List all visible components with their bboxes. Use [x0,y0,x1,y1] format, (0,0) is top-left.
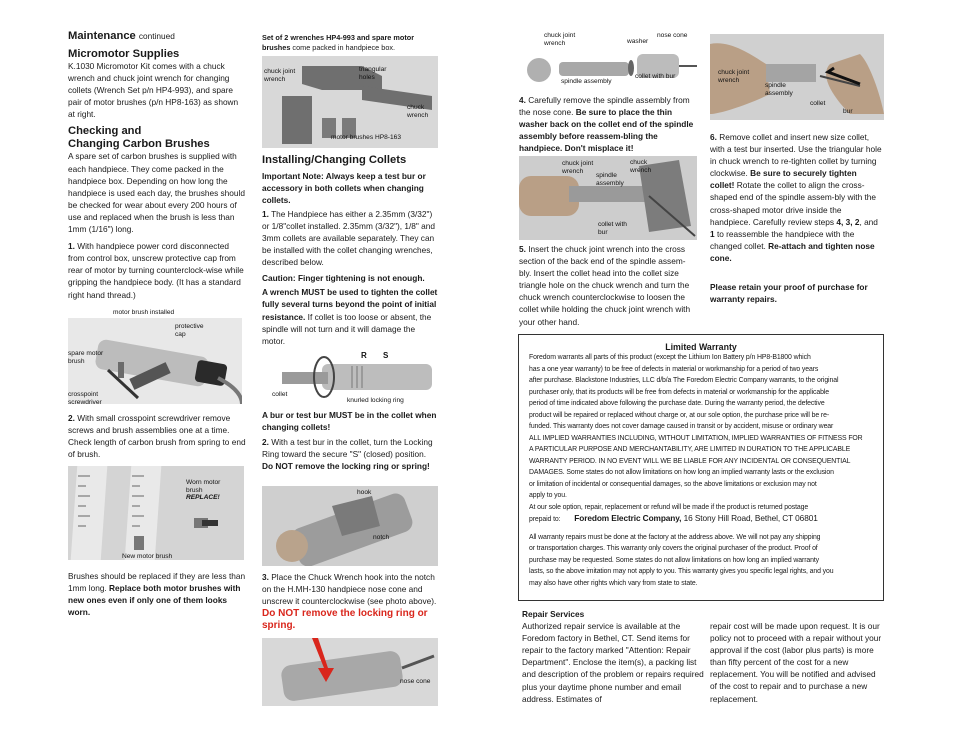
col4-step6: 6. Remove collet and insert new size collet, with a test bur inserted. Use the triangular hole in chuck wrench to re-tighten collet by turning clockwise. Be sure to securely tighten collet! Rotate the collet to align the cross-shaped end of the spindle assem-bly with the cross-shaped motor drive inside the handpiece. Carefully review steps 4, 3, 2, and 1 to reassemble the handpiece with the changed collet. Re-attach and tighten nose cone. [710,132,882,263]
warranty-line: product will be repaired or replaced without charge or, at our sole option, the purchase price will be re- [529,411,830,419]
label-chuck-joint-wrench-2: chuck joint wrench [544,32,576,47]
label-chuck-wrench-1: chuck wrench [407,104,429,119]
warranty-line: or limitation of incidental or consequential damages, so the above limitations or exclusion may not [529,480,817,488]
label-spindle-assembly-2: spindle assembly [596,172,624,187]
label-s: S [383,351,389,360]
micromotor-text: K.1030 Micromotor Kit comes with a chuck wrench and chuck joint wrench for changing collets (Wrench Set p/n HP4-993), and spare pair of motor brushes (p/n HP8-163) as shown at right. [68,61,239,120]
col1-step2-block [68,412,246,460]
label-chuck-wrench-2: chuck wrench [630,159,652,174]
warranty-body [519,352,883,513]
warranty-line: ALL IMPLIED WARRANTIES INCLUDING, WITHOUT LIMITATION, IMPLIED WARRANTIES OF FITNESS FOR [529,434,863,442]
brush-replace-text: Brushes should be replaced if they are less than 1mm long. Replace both motor brushes with new ones even if only one of them looks worn. [68,571,246,618]
col1-step2: 2. With small crosspoint screwdriver remove screws and brush assemblies one at a time. Check length of carbon brush from spring to end of brush. [68,413,246,460]
col3-step5: 5. Insert the chuck joint wrench into the cross section of the back end of the spindle assem-bly. Insert the collet head into the collet size triangle hole on the chuck wrench and turn the chuck wrench counterclockwise to loosen the collet while holding the chuck joint wrench with your other hand. [519,244,691,327]
warranty-line: may also have other rights which vary from state to state. [529,579,698,587]
label-hook: hook [357,489,372,496]
warranty-line: apply to you. [529,492,567,499]
label-collet-with-bur-1: collet with bur [635,73,676,80]
warranty-line: purchaser only, that its products will be free from defects in material or workmanship for the applicable [529,388,829,396]
warranty-line: All warranty repairs must be done at the factory at the address above. We will not pay any shipping [529,533,821,541]
install-heading: Installing/Changing Collets [262,154,407,166]
wrench-must-text: A wrench MUST be used to tighten the collet fully several turns beyond the point of initial resistance. If collet is too loose or absent, the spindle will not turn and it will damage the motor. [262,287,438,346]
warranty-line: period of time indicated above following the purchase date. During the warranty period, the defective [529,400,825,407]
label-motor-brush-installed: motor brush installed [113,309,175,316]
warranty-line: has a one year warranty) to be free of defects in material or workmanship for a period of two years [529,365,819,373]
checking-heading: Checking and Changing Carbon Brushes [68,125,210,150]
step5-section [519,243,695,328]
step6-section [710,131,882,305]
repair-right [710,620,882,705]
warranty-line: WARRANTY PERIOD. IN NO EVENT WILL WE BE LIABLE FOR ANY INCIDENTAL OR CONSEQUENTIAL [529,457,851,465]
column-1 [68,30,246,301]
label-bur: bur [843,108,853,115]
label-notch: notch [373,534,390,541]
nose-cone-illustration [262,638,438,706]
warranty-line: A PARTICULAR PURPOSE AND MERCHANTABILITY, ARE LIMITED IN DURATION TO THE APPLICABLE [529,446,851,453]
step4-section [519,94,695,154]
hook-illustration [262,486,438,566]
label-collet-4: collet [810,100,826,107]
nose-cone-photo [262,638,438,706]
label-washer: washer [627,38,649,45]
bur-section [262,409,438,472]
warranty-body-2 [519,532,883,590]
warranty-prepaid: prepaid to: Foredom Electric Company, 16 Stony Hill Road, Bethel, CT 06801 [529,513,818,523]
label-r: R [361,351,367,360]
label-knurled-ring: knurled locking ring [347,397,404,404]
caution-text: Caution: Finger tightening is not enough. [262,273,425,284]
important-note: Important Note: Always keep a test bur or accessory in both collets when changing collets. [262,170,426,205]
warranty-line: purchase may be requested. Some states do not allow limitations on how long an implied warranty [529,556,820,564]
col1-step1: 1. With handpiece power cord disconnected from control box, unscrew protective cap from rear of motor by turning counterclock-wise while gripping the handpiece body. (It has a standard right hand thread.) [68,241,244,300]
label-worn-brush: Worn motor brush REPLACE! [186,479,221,502]
bur-must-text: A bur or test bur MUST be in the collet when changing collets! [262,410,437,433]
warranty-line: At our sole option, repair, replacement or refund will be made if the product is returned postage [529,503,809,511]
checking-text: A spare set of carbon brushes is supplied with each handpiece. They come packed in the handpiece box. Depending on how long the handpiece is used each day, the brushes should be checked for wear about every 200 hours of use and replaced when the brush is less than 1mm (1/16") long. [68,151,245,235]
label-chuck-joint-wrench-3: chuck joint wrench [562,160,594,175]
col3-step4: 4. Carefully remove the spindle assembly from the nose cone. Be sure to place the thin washer back on the collet end of the spindle assembly before reassem-bling the handpiece. Don't misplace it! [519,95,694,154]
repair-right-text: repair cost will be made upon request. It is our policy not to proceed with a repair without your approval if the cost (labor plus parts) is more than fifty percent of the cost for a new replacement. You will be notified and advised of the cost to repair and to purchase a new replacement. [710,621,882,704]
label-spindle-assembly-1: spindle assembly [561,78,612,85]
label-new-brush: New motor brush [122,553,173,560]
col2-step3: 3. Place the Chuck Wrench hook into the notch on the H.MH-130 handpiece nose cone and unscrew it counterclockwise (see photo above). Do NOT remove the locking ring or spring. [262,572,437,632]
label-triangular-holes: triangular holes [359,66,387,81]
label-spindle-assembly-3: spindle assembly [765,82,793,97]
maintenance-heading: Maintenance continued [68,30,175,42]
col1-brush-block [68,570,246,618]
warranty-line: DAMAGES. Some states do not allow limitations on how long an implied warranty lasts or the exclusion [529,469,834,476]
warranty-line: Foredom warrants all parts of this product (except the Lithium Ion Battery p/n HP8-B1800 which [529,354,811,361]
label-collet-close: collet [272,391,288,398]
col2-step1: 1. The Handpiece has either a 2.35mm (3/32") or 1/8"collet installed. 2.35mm (3/32"), 1/8" and 3mm collets are available separately. They can be installed with the collet changing wrenches, described below. [262,208,436,268]
label-motor-brushes: motor brushes HP8-163 [331,134,402,141]
retain-proof-text: Please retain your proof of purchase for warranty repairs. [710,282,868,305]
warranty-box [518,334,884,601]
step3-section [262,571,438,631]
label-nose-cone-bottom: nose cone [400,678,431,685]
micromotor-heading: Micromotor Supplies [68,47,180,60]
label-chuck-joint-wrench-1: chuck joint wrench [264,68,296,83]
warranty-line: or transportation charges. This warranty only covers the original purchaser of the product. Proof of [529,545,818,552]
label-spare-brush: spare motor brush [68,350,104,365]
warranty-line: lasts, so the above imitation may not apply to you. This warranty gives you specific legal rights, and you [529,568,834,575]
repair-heading: Repair Services [522,609,585,619]
label-collet-with-bur-2: collet with bur [598,221,627,236]
repair-left [522,608,712,705]
hook-notch-photo [262,486,438,566]
label-crosspoint-screwdriver: crosspoint screwdriver [68,391,102,406]
warranty-line: funded. This warranty does not cover damage caused in transit or by accident, misuse or ordinary wear [529,423,834,430]
col2-step2: 2. With a test bur in the collet, turn the Locking Ring toward the secure "S" (closed) position. Do NOT remove the locking ring or spring! [262,437,433,472]
repair-left-text: Authorized repair service is available at the Foredom factory in Bethel, CT. Send items for repair to the factory marked "Attention: Repair Department". Enclose the item(s), a packing list and description of the problem or repairs required plus your daytime phone number and email address. Estimates of [522,621,704,704]
label-protective-cap: protective cap [175,323,204,338]
warranty-title: Limited Warranty [665,342,737,352]
label-nose-cone-top: nose cone [657,32,688,39]
label-chuck-joint-wrench-4: chuck joint wrench [718,69,750,84]
warranty-line: after purchase. Blackstone Industries, LLC d/b/a The Foredom Electric Company warrants, to the original [529,377,839,384]
wrench-caption: Set of 2 wrenches HP4-993 and spare motor brushes come packed in handpiece box. [262,33,415,52]
collets-section [262,154,438,367]
